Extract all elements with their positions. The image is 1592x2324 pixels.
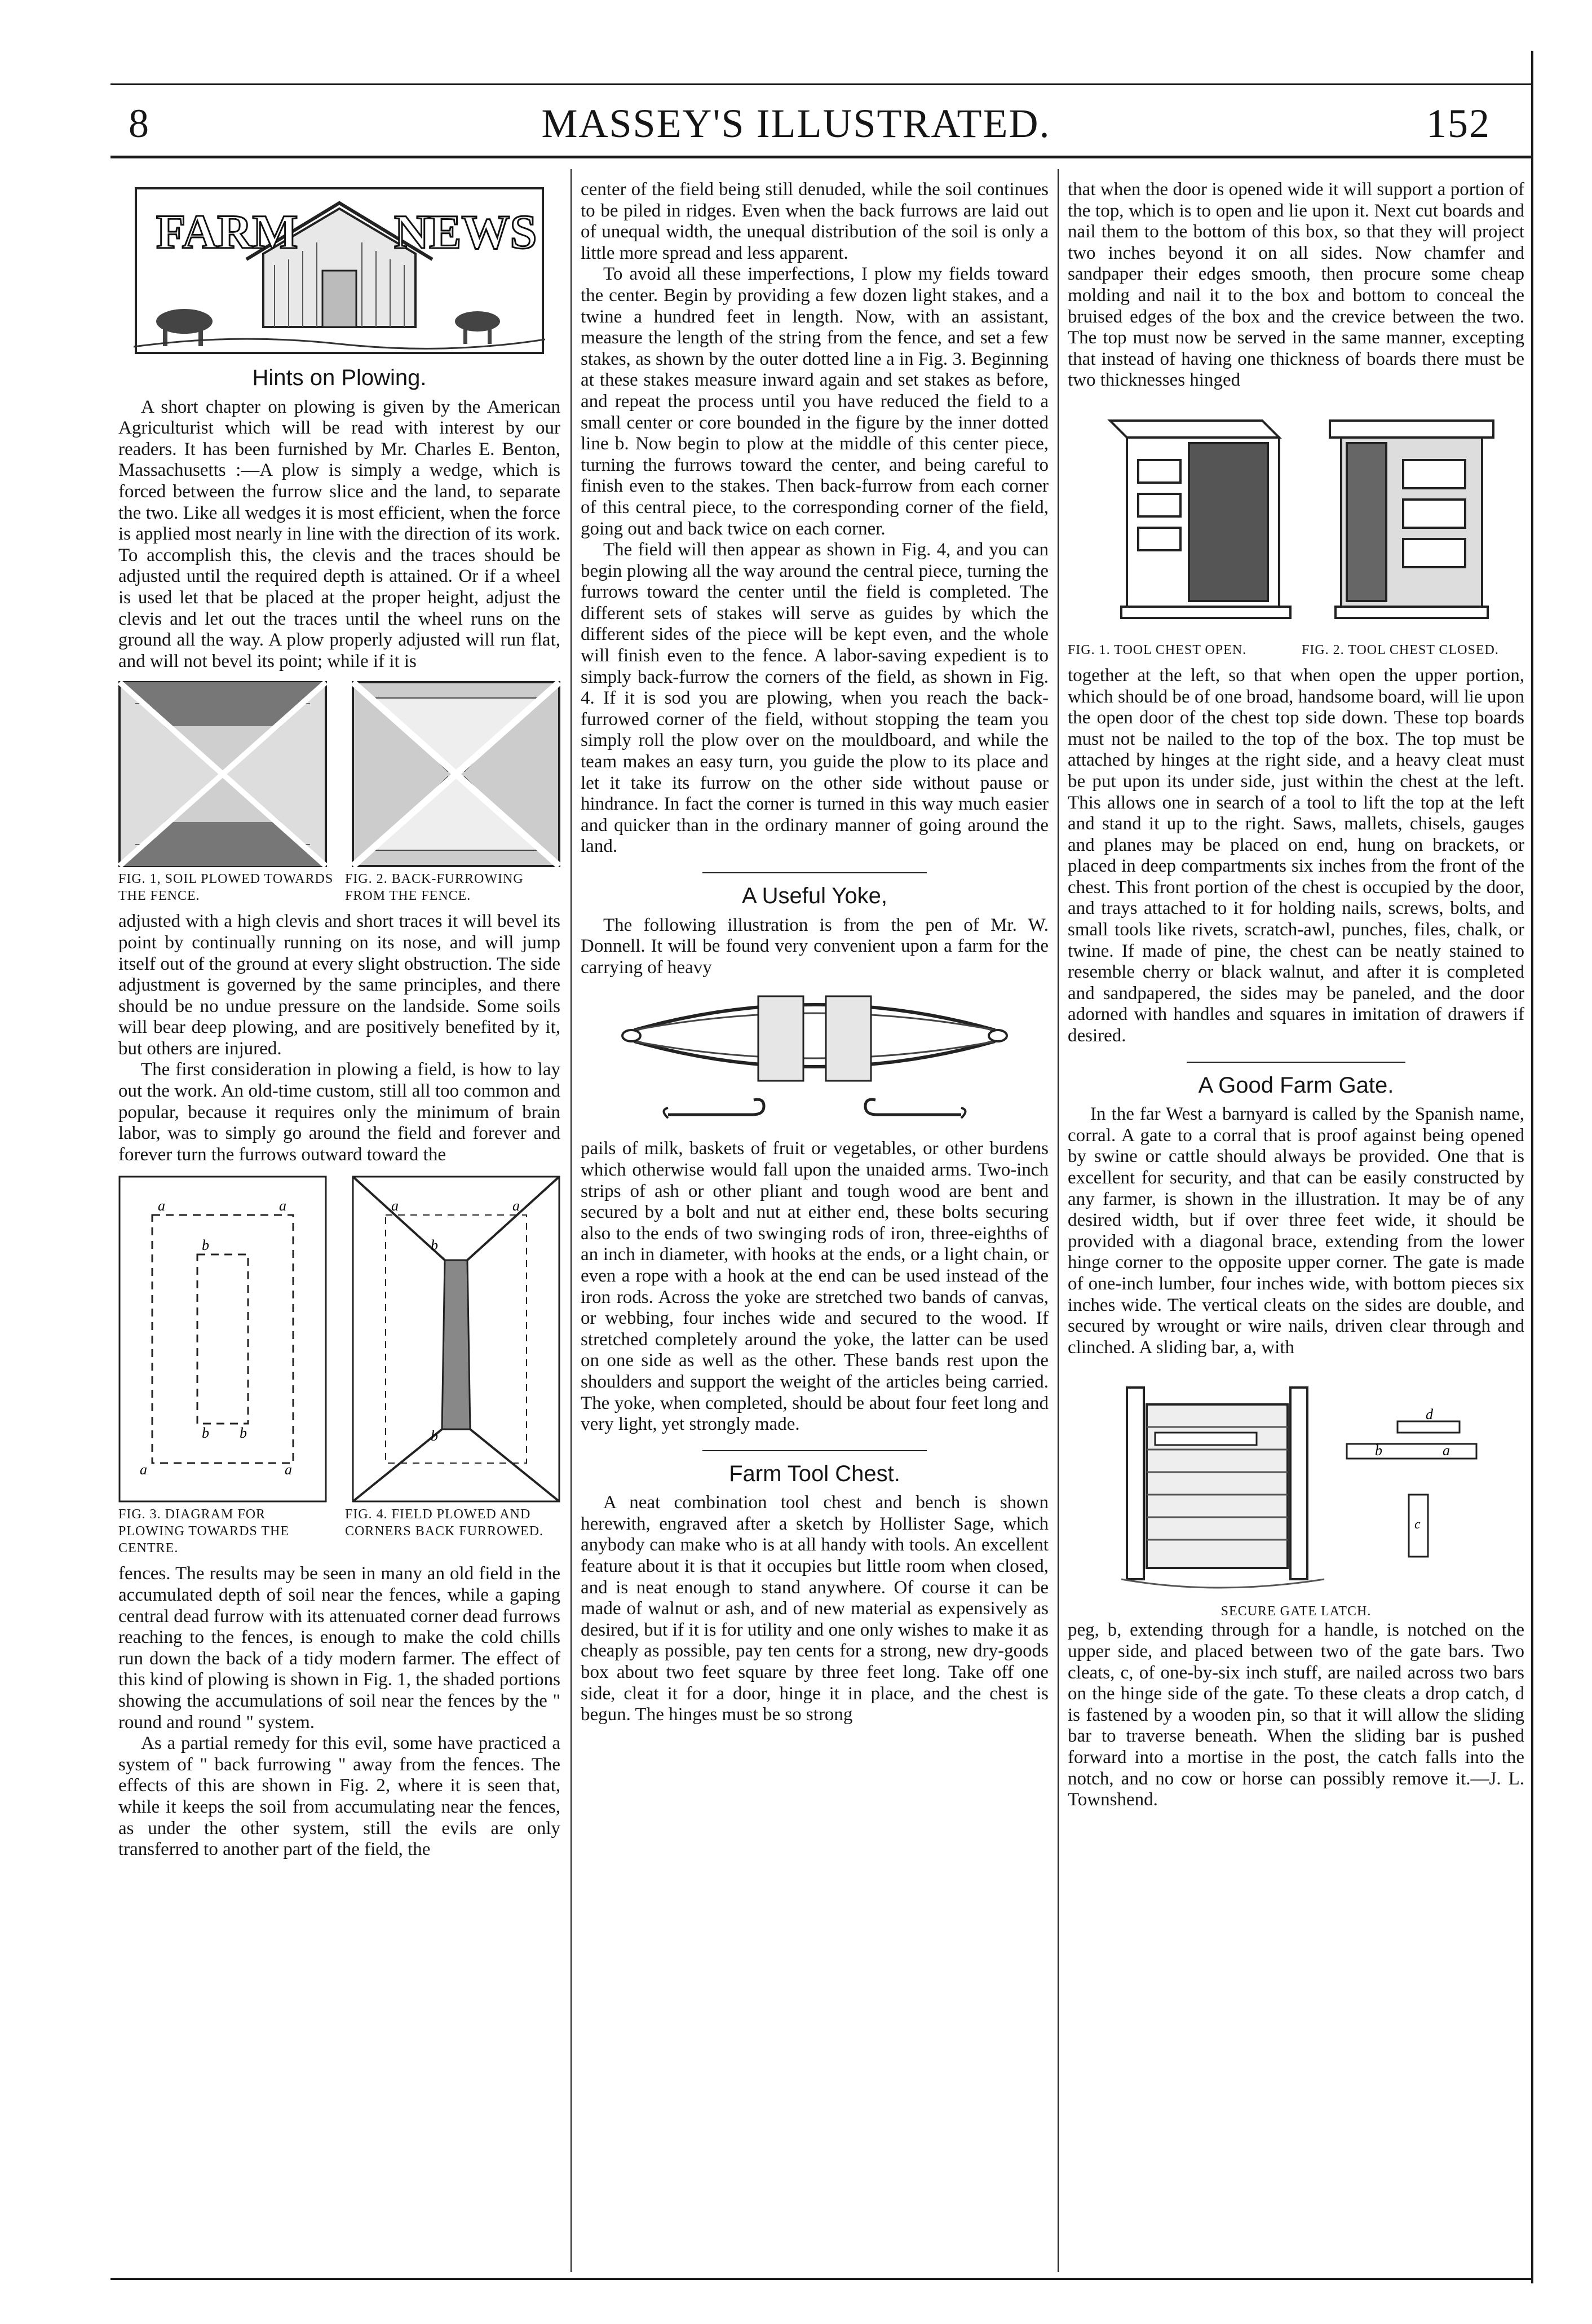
fig4-label-a-1: a bbox=[391, 1198, 399, 1214]
column-2 bbox=[581, 179, 1049, 1726]
bottom-rule bbox=[110, 2278, 1531, 2280]
fig3-4-captions bbox=[118, 1506, 560, 1557]
banner-news-word: NEWS bbox=[394, 205, 537, 259]
fig4-caption: FIG. 4. FIELD PLOWED AND CORNERS BACK FURROWED. bbox=[345, 1507, 544, 1539]
fig3-diagram-plowing-towards-centre bbox=[118, 1176, 327, 1503]
article-title-hints-on-plowing: Hints on Plowing. bbox=[252, 365, 427, 390]
column-rule-1 bbox=[571, 169, 572, 2272]
tool-chest-fig1-caption: FIG. 1. TOOL CHEST OPEN. bbox=[1068, 642, 1247, 657]
column-3 bbox=[1068, 179, 1524, 1811]
column-rule-2 bbox=[1058, 169, 1059, 2272]
latch-label-d: d bbox=[1426, 1406, 1433, 1423]
gate-paragraph-2: peg, b, extending through for a handle, is notched on the upper side, and placed between two of the gate bars. Two cleats, c, of one-by-six inch stuff, are nailed across two bars on the hinge side of the gate. To these cleats a drop catch, d is fastened by a wooden pin, so that it will allow the sliding bar to traverse beneath. When the sliding bar is pushed forward into a mortise in the post, the catch falls into the notch, and no cow or horse can possibly remove it.—J. L. Townshend. bbox=[1068, 1620, 1524, 1810]
fig3-label-b-3: b bbox=[240, 1425, 247, 1442]
section-divider bbox=[702, 872, 927, 873]
plowing-paragraph-3: The first consideration in plowing a field, is how to lay out the work. An old-time custom, still all too common and popular, because it requires only the minimum of brain labor, was to simply go around the field and forever and forever turn the furrows outward toward the bbox=[118, 1059, 560, 1165]
banner-farm-word: FARM bbox=[156, 205, 298, 259]
tool-chest-fig2-caption: FIG. 2. TOOL CHEST CLOSED. bbox=[1302, 642, 1499, 657]
fig3-label-b-1: b bbox=[202, 1237, 209, 1254]
tool-chest-illustration bbox=[1076, 398, 1516, 635]
plowing-paragraph-4: fences. The results may be seen in many an old field in the accumulated depth of soil near the fences, while a gaping central dead furrow with its attenuated corner dead furrows reaching to the fences, is enough to make the cold chills run down the back of a tidy modern farmer. The effect of this kind of plowing is shown in Fig. 1, the shaded portions showing the accumulations of soil near the fences by the " round and round " system. bbox=[118, 1563, 560, 1733]
fig2-back-furrowing-from-fence bbox=[352, 681, 560, 867]
right-frame-rule bbox=[1531, 51, 1533, 2283]
top-rule bbox=[110, 83, 1531, 85]
page-number-right: 152 bbox=[1426, 101, 1491, 146]
latch-label-a: a bbox=[1443, 1442, 1450, 1459]
latch-label-b: b bbox=[1375, 1442, 1382, 1459]
latch-label-c: c bbox=[1414, 1517, 1421, 1532]
fig3-label-b-2: b bbox=[202, 1425, 209, 1442]
tool-chest-paragraph-2: that when the door is opened wide it will support a portion of the top, which is to open and lie upon it. Next cut boards and nail them to the bottom of this box, so that they will project two inches beyond it on all sides. Now chamfer and sandpaper their edges smooth, then procure some cheap molding and nail it to the box and bottom to conceal the bruised edges of the box and the crevice between the two. The top must now be served in the same manner, excepting that instead of having one thickness of boards there must be two thicknesses hinged bbox=[1068, 179, 1524, 391]
fig1-2-captions bbox=[118, 871, 560, 904]
fig4-label-b-2: b bbox=[431, 1428, 438, 1444]
plowing-continued-1: center of the field being still denuded, while the soil continues to be piled in ridges. Even when the back furrows are laid out of unequal width, the unequal distribution of the soil is only a little more spread and less apparent. bbox=[581, 179, 1049, 263]
useful-yoke-illustration bbox=[600, 985, 1029, 1132]
article-title-useful-yoke: A Useful Yoke, bbox=[742, 883, 887, 908]
plowing-figures-1-2 bbox=[118, 681, 560, 867]
secure-gate-latch-illustration bbox=[1082, 1365, 1510, 1596]
article-title-farm-tool-chest: Farm Tool Chest. bbox=[729, 1461, 900, 1486]
fig3-label-a-4: a bbox=[285, 1461, 292, 1478]
fig3-label-a-1: a bbox=[158, 1198, 165, 1214]
farm-news-banner bbox=[134, 186, 545, 355]
plowing-paragraph-1: A short chapter on plowing is given by the American Agriculturist which will be read with interest by our readers. It has been furnished by Mr. Charles E. Benton, Massachusetts :—A plow is simply a wedge, which is forced between the furrow slice and the land, to separate the two. Like all wedges it is most efficient, when the force is applied most nearly in line with the direction of its work. To accomplish this, the clevis and the traces should be adjusted until the required depth is attained. Or if a wheel is used let that be placed at the proper height, adjust the clevis and let out the traces until the wheel runs on the ground all the way. A plow properly adjusted will run flat, and will not bevel its point; while if it is bbox=[118, 396, 560, 671]
fig2-caption: FIG. 2. BACK-FURROWING FROM THE FENCE. bbox=[345, 872, 524, 904]
section-divider-3 bbox=[1187, 1062, 1406, 1063]
plowing-figures-3-4 bbox=[118, 1176, 560, 1503]
tool-chest-paragraph-1: A neat combination tool chest and bench is shown herewith, engraved after a sketch by Hollister Sage, which anybody can make who is at all handy with tools. An excellent feature about it is that it occupies but little room when closed, and is neat enough to stand anywhere. Of course it can be made of walnut or ash, and of new material as expensively as desired, but if it is for utility and one only wishes to make it as cheaply as possible, pay ten cents for a strong, new dry-goods box about two feet square by three feet long. Take off one side, cleat it for a door, hinge it in place, and the chest is begun. The hinges must be so strong bbox=[581, 1492, 1049, 1725]
tool-chest-paragraph-3: together at the left, so that when open the upper portion, which should be of one broad, handsome board, will lie upon the open door of the chest top side down. These top boards must not be nailed to the top of the box. The top must be attached by hinges at the right side, and a heavy cleat must be put upon its under side, just within the chest at the left. This allows one in search of a tool to lift the top at the left and stand it up to the right. Saws, mallets, chisels, gauges and planes may be placed on end, hung on brackets, or placed in deep compartments six inches from the front of the chest. This front portion of the chest is occupied by the door, and trays attached to it for holding nails, screws, bolts, and small tools like rivets, scratch-awl, punches, files, chalk, or twine. If made of pine, the chest can be neatly stained to resemble cherry or black walnut, and after it is completed and sandpapered, the sides may be paneled, and the door adorned with handles and squares in imitation of drawers if desired. bbox=[1068, 665, 1524, 1046]
fig3-caption: FIG. 3. DIAGRAM FOR PLOWING TOWARDS THE CENTRE. bbox=[118, 1507, 290, 1556]
fig3-label-a-2: a bbox=[279, 1198, 286, 1214]
yoke-paragraph-2: pails of milk, baskets of fruit or vegetables, or other burdens which otherwise would fall upon the unaided arms. Two-inch strips of ash or other pliant and tough wood are bent and secured by a bolt and nut at either end, these bolts securing also to the ends of two swinging rods of iron, three-eighths of an inch in diameter, with hooks at the ends, or a light chain, or even a rope with a hook at the end can be used instead of the iron rods. Across the yoke are stretched two bands of canvas, or webbing, four inches wide and secured to the wood. If stretched completely around the yoke, the latter can be used on one side as well as the other. These bands rest upon the shoulders and support the weight of the articles being carried. The yoke, when completed, should be about four feet long and very light, yet strongly made. bbox=[581, 1138, 1049, 1435]
plowing-continued-3: The field will then appear as shown in Fig. 4, and you can begin plowing all the way around the central piece, turning the furrows toward the center until the field is completed. The different sets of stakes will serve as guides by which the different sides of the piece will be kept even, and the whole will finish even to the fence. A labor-saving expedient is to simply back-furrow the corners of the field, as shown in Fig. 4. If it is sod you are plowing, when you reach the back-furrowed corner of the field, without stopping the team you simply roll the plow over on the mouldboard, and while the team makes an easy turn, you guide the plow to its place and let it take its furrow on the other side without pause or hindrance. In fact the corner is turned in this way much easier and quicker than in the ordinary manner of going around the land. bbox=[581, 540, 1049, 857]
plowing-paragraph-5: As a partial remedy for this evil, some have practiced a system of " back furrowing " away from the fences. The effects of this are shown in Fig. 2, where it is seen that, while it keeps the soil from accumulating near the fences, as under the other system, still the evils are only transferred to another part of the field, the bbox=[118, 1733, 560, 1860]
fig1-caption: FIG. 1, SOIL PLOWED TOWARDS THE FENCE. bbox=[118, 872, 334, 904]
gate-latch-caption: SECURE GATE LATCH. bbox=[1220, 1604, 1372, 1619]
fig4-field-plowed-corners-back-furrowed bbox=[352, 1176, 560, 1503]
masthead-title: MASSEY'S ILLUSTRATED. bbox=[541, 101, 1051, 146]
fig1-soil-plowed-towards-fence bbox=[118, 681, 327, 867]
tool-chest-captions bbox=[1068, 642, 1524, 659]
fig4-label-a-2: a bbox=[512, 1198, 520, 1214]
fig3-label-a-3: a bbox=[140, 1461, 147, 1478]
gate-paragraph-1: In the far West a barnyard is called by the Spanish name, corral. A gate to a corral that is proof against being opened by swine or cattle should always be provided. One that is excellent for security, and that can be easily constructed by any farmer, is shown in the illustration. It may be of any desired width, but if over three feet wide, it should be provided with a diagonal brace, extending from the lower hinge corner to the opposite upper corner. The gate is made of one-inch lumber, four inches wide, with bottom pieces six inches wide. The vertical cleats on the sides are double, and secured by wrought or wire nails, driven clear through and clinched. A sliding bar, a, with bbox=[1068, 1104, 1524, 1358]
header-rule bbox=[110, 156, 1531, 158]
page-number-left: 8 bbox=[129, 101, 150, 146]
column-1 bbox=[118, 179, 560, 1861]
article-title-good-farm-gate: A Good Farm Gate. bbox=[1198, 1072, 1394, 1098]
section-divider-2 bbox=[702, 1450, 927, 1451]
fig4-label-b-1: b bbox=[431, 1237, 438, 1254]
plowing-paragraph-2: adjusted with a high clevis and short traces it will bevel its point by continually running on its nose, and will jump itself out of the ground at every slight obstruction. The side adjustment is governed by the same principles, and there should be no undue pressure on the landside. Some soils will bear deep plowing, and are positively benefited by it, but others are injured. bbox=[118, 911, 560, 1059]
yoke-paragraph-1: The following illustration is from the pen of Mr. W. Donnell. It will be found very convenient upon a farm for the carrying of heavy bbox=[581, 914, 1049, 978]
plowing-continued-2: To avoid all these imperfections, I plow my fields toward the center. Begin by providing a few dozen light stakes, and a twine a hundred feet in length. Now, with an assistant, measure the length of the string from the fence, and set a few stakes, as shown by the outer dotted line a in Fig. 3. Beginning at these stakes measure inward again and set stakes as before, and repeat the process until you have reduced the field to a small center or core bounded in the figure by the inner dotted line b. Now begin to plow at the middle of this center piece, turning the furrows toward the center, and being careful to finish even to the stakes. Then back-furrow from each corner of this central piece, to the corresponding corner of the field, going out and back twice on each corner. bbox=[581, 264, 1049, 539]
